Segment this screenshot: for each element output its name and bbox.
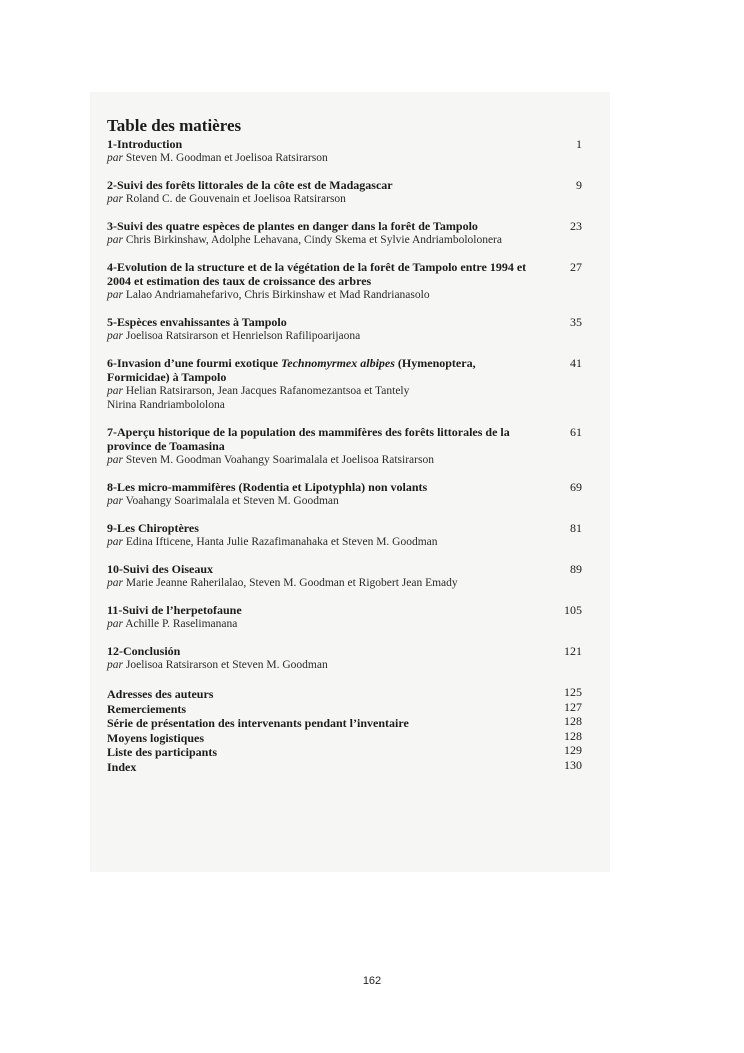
backmatter-page: 125	[564, 685, 582, 699]
entry-page: 69	[570, 480, 582, 494]
entry-title: 1-Introduction	[107, 137, 183, 151]
entry-page: 89	[570, 562, 582, 576]
toc-title: Table des matières	[107, 116, 242, 135]
backmatter-label: Remerciements	[107, 701, 187, 716]
entry-title: 12-Conclusión	[107, 644, 181, 658]
backmatter-label: Adresses des auteurs	[107, 687, 214, 701]
entry-title: 3-Suivi des quatre espèces de plantes en danger dans la forêt de Tampolo	[107, 219, 478, 233]
entry-title: 8-Les micro-mammifères (Rodentia et Lipotyphla) non volants	[107, 480, 428, 494]
entry-title: 7-Aperçu historique de la population des mammifères des forêts littorales de la province de Toamasina	[107, 425, 510, 453]
entry-title: 11-Suivi de l’herpetofaune	[107, 603, 242, 617]
entry-authors: par Joelisoa Ratsirarson et Steven M. Goodman	[107, 659, 328, 671]
backmatter-label: Liste des participants	[107, 745, 218, 759]
entry-authors: par Chris Birkinshaw, Adolphe Lehavana, Cindy Skema et Sylvie Andriambololonera	[107, 234, 502, 246]
toc-entry	[107, 603, 582, 631]
backmatter-label: Index	[107, 759, 137, 774]
toc-entry	[107, 219, 582, 247]
entry-authors: par Lalao Andriamahefarivo, Chris Birkinshaw et Mad Randrianasolo	[107, 289, 430, 301]
page-number: 162	[362, 975, 382, 987]
entry-authors: par Achille P. Raselimanana	[107, 618, 238, 630]
entry-page: 41	[570, 356, 582, 370]
entry-page: 105	[564, 603, 582, 617]
entry-page: 61	[570, 425, 582, 439]
backmatter-list	[107, 685, 582, 772]
entry-page: 1	[576, 137, 582, 151]
toc-entry	[107, 521, 582, 549]
entry-page: 81	[570, 521, 582, 535]
toc-entry	[107, 178, 582, 206]
entry-authors: par Joelisoa Ratsirarson et Henrielson Rafilipoarijaona	[107, 330, 361, 342]
backmatter-item	[107, 700, 582, 715]
backmatter-label: Moyens logistiques	[107, 730, 205, 745]
toc-entry	[107, 315, 582, 343]
backmatter-item	[107, 714, 582, 729]
entry-page: 23	[570, 219, 582, 233]
entry-authors: par Steven M. Goodman Voahangy Soarimalala et Joelisoa Ratsirarson	[107, 454, 434, 466]
entry-title: 10-Suivi des Oiseaux	[107, 562, 214, 576]
entry-title: 4-Evolution de la structure et de la végétation de la forêt de Tampolo entre 1994 et 2004 et estimation des taux de croissance des arbres	[107, 260, 527, 288]
toc-entry	[107, 480, 582, 508]
backmatter-page: 127	[564, 699, 582, 714]
entry-title: 5-Espèces envahissantes à Tampolo	[107, 315, 287, 329]
entry-title: 9-Les Chiroptères	[107, 521, 199, 535]
backmatter-page: 130	[564, 757, 582, 772]
backmatter-page: 129	[564, 743, 582, 757]
entry-authors: par Voahangy Soarimalala et Steven M. Goodman	[107, 495, 339, 507]
toc-entry	[107, 644, 582, 672]
entry-title: 6-Invasion d’une fourmi exotique Technomyrmex albipes (Hymenoptera, Formicidae) à Tampolo	[107, 356, 476, 384]
entry-authors: par Steven M. Goodman et Joelisoa Ratsirarson	[107, 152, 328, 164]
entry-page: 35	[570, 315, 582, 329]
table-of-contents	[107, 116, 582, 772]
entry-page: 27	[570, 260, 582, 274]
entry-title: 2-Suivi des forêts littorales de la côte est de Madagascar	[107, 178, 393, 192]
backmatter-label: Série de présentation des intervenants pendant l’inventaire	[107, 716, 409, 730]
backmatter-item	[107, 685, 582, 700]
backmatter-page: 128	[564, 714, 582, 728]
backmatter-item	[107, 729, 582, 744]
entry-authors: par Roland C. de Gouvenain et Joelisoa Ratsirarson	[107, 193, 346, 205]
toc-entry	[107, 356, 582, 412]
toc-entry	[107, 562, 582, 590]
toc-entry	[107, 137, 582, 165]
entry-page: 9	[576, 178, 582, 192]
backmatter-page: 128	[564, 728, 582, 743]
entry-authors: par Helian Ratsirarson, Jean Jacques Rafanomezantsoa et Tantely Nirina Randriambololona	[107, 385, 410, 411]
entry-authors: par Edina Ifticene, Hanta Julie Razafimanahaka et Steven M. Goodman	[107, 536, 438, 548]
backmatter-item	[107, 743, 582, 758]
entry-page: 121	[564, 644, 582, 658]
backmatter-item	[107, 758, 582, 773]
toc-entry	[107, 260, 582, 302]
entry-authors: par Marie Jeanne Raherilalao, Steven M. Goodman et Rigobert Jean Emady	[107, 577, 458, 589]
toc-entry	[107, 425, 582, 467]
